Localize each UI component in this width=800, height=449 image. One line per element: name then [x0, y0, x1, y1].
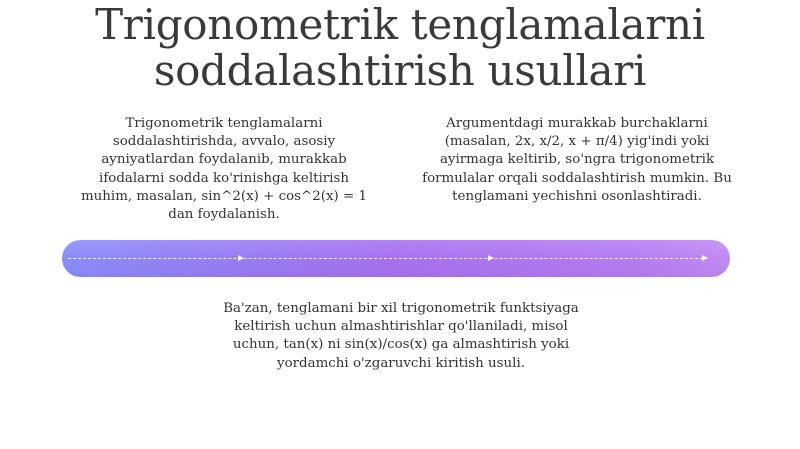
timeline-bar: [62, 240, 730, 277]
arrow-right-icon: [488, 255, 494, 261]
timeline-dashed-line: [68, 258, 708, 259]
page-title-line-2: soddalashtirish usullari: [153, 46, 647, 95]
paragraph-identities: Trigonometrik tenglamalarni soddalashtirishda, avvalo, asosiy ayniyatlardan foydalanib, murakkab ifodalarni sodda ko'rinishga keltirish muhim, masalan, sin^2(x) + cos^2(x) = 1 dan foydalanish.: [80, 116, 368, 223]
paragraph-substitution: Ba'zan, tenglamani bir xil trigonometrik funktsiyaga keltirish uchun almashtirishlar qo'llaniladi, misol uchun, tan(x) ni sin(x)/cos(x) ga almashtirish yoki yordamchi o'zgaruvchi kiritish usuli.: [223, 301, 579, 371]
page-title-line-1: Trigonometrik tenglamalarni: [95, 0, 705, 49]
page-title: [0, 2, 800, 94]
arrow-right-icon: [238, 255, 244, 261]
paragraph-argument-angles: Argumentdagi murakkab burchaklarni (masalan, 2x, x/2, x + π/4) yig'indi yoki ayirmaga keltirib, so'ngra trigonometrik formulalar orqali soddalashtirish mumkin. Bu tenglamani yechishni osonlashtiradi.: [422, 116, 732, 204]
arrow-right-icon: [702, 255, 708, 261]
